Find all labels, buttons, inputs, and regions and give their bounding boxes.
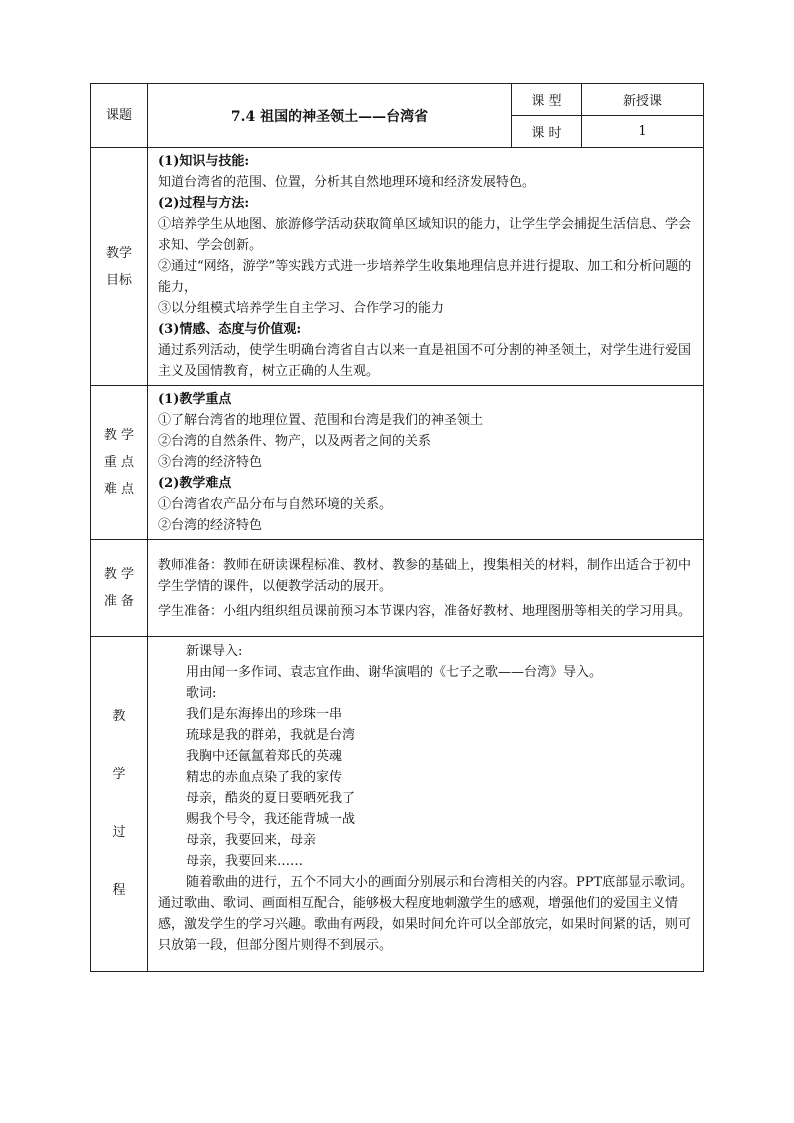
focus-label: 教 学 重 点 难 点	[91, 386, 148, 540]
process-content	[148, 637, 704, 972]
focus-heading: (1)教学重点	[158, 392, 232, 407]
type-label: 课 型	[512, 84, 582, 116]
goals-content	[148, 148, 704, 386]
focus-text: ③台湾的经济特色	[158, 455, 263, 470]
goals-heading: (3)情感、态度与价值观:	[158, 322, 302, 337]
prep-teacher: 教师准备：教师在研读课程标准、教材、教参的基础上，搜集相关的材料，制作出适合于初中学生学情的课件，以便教学活动的展开。	[158, 557, 692, 594]
focus-content	[148, 386, 704, 540]
process-paragraph: 随着歌曲的进行，五个不同大小的画面分别展示和台湾相关的内容。PPT底部显示歌词。通过歌曲、歌词、画面相互配合，能够极大程度地刺激学生的感观，增强他们的爱国主义情感，激发学生的学习兴趣。歌曲有两段，如果时间允许可以全部放完，如果时间紧的话，则可只放第一段，但部分图片则得不到展示。	[158, 875, 694, 953]
goals-text: 通过系列活动，使学生明确台湾省自古以来一直是祖国不可分割的神圣领土，对学生进行爱国主义及国情教育，树立正确的人生观。	[158, 343, 692, 379]
prep-student: 学生准备：小组内组织组员课前预习本节课内容，准备好教材、地理图册等相关的学习用具。	[158, 603, 692, 619]
focus-text: ②台湾的经济特色	[158, 518, 263, 533]
focus-text: ②台湾的自然条件、物产，以及两者之间的关系	[158, 434, 432, 449]
goals-label: 教学 目标	[91, 148, 148, 386]
lyric-line: 母亲，酷炎的夏日要晒死我了	[186, 791, 356, 806]
lyric-line: 我胸中还氤氲着郑氏的英魂	[186, 749, 343, 764]
focus-heading: (2)教学难点	[158, 476, 232, 491]
process-label: 教 学 过 程	[91, 637, 148, 972]
process-line: 新课导入:	[186, 644, 243, 659]
lyric-line: 我们是东海捧出的珍珠一串	[186, 707, 343, 722]
lesson-plan-table	[90, 83, 704, 972]
goals-text: ②通过“网络，游学”等实践方式进一步培养学生收集地理信息并进行提取、加工和分析问题的能力，	[158, 259, 692, 295]
lesson-title: 7.4 祖国的神圣领土——台湾省	[148, 84, 512, 148]
process-line: 用由闻一多作词、袁志宜作曲、谢华演唱的《七子之歌——台湾》导入。	[186, 665, 603, 680]
goals-text: 知道台湾省的范围、位置，分析其自然地理环境和经济发展特色。	[158, 175, 536, 190]
focus-text: ①台湾省农产品分布与自然环境的关系。	[158, 497, 393, 512]
prep-label: 教 学 准 备	[91, 540, 148, 637]
process-line: 歌词:	[186, 686, 217, 701]
topic-label: 课题	[91, 84, 148, 148]
prep-content	[148, 540, 704, 637]
goals-text: ③以分组模式培养学生自主学习、合作学习的能力	[158, 301, 445, 316]
goals-text: ①培养学生从地图、旅游修学活动获取简单区域知识的能力，让学生学会捕捉生活信息、学会求知、学会创新。	[158, 217, 692, 253]
hours-label: 课 时	[512, 116, 582, 148]
goals-heading: (1)知识与技能:	[158, 154, 250, 169]
lyric-line: 母亲，我要回来，母亲	[186, 833, 317, 848]
type-value: 新授课	[582, 84, 704, 116]
hours-value: 1	[582, 116, 704, 148]
lyric-line: 赐我个号令，我还能背城一战	[186, 812, 356, 827]
lyric-line: 琉球是我的群弟，我就是台湾	[186, 728, 356, 743]
lyric-line: 母亲，我要回来……	[186, 854, 304, 869]
goals-heading: (2)过程与方法:	[158, 196, 250, 211]
lyric-line: 精忠的赤血点染了我的家传	[186, 770, 343, 785]
focus-text: ①了解台湾省的地理位置、范围和台湾是我们的神圣领土	[158, 413, 484, 428]
